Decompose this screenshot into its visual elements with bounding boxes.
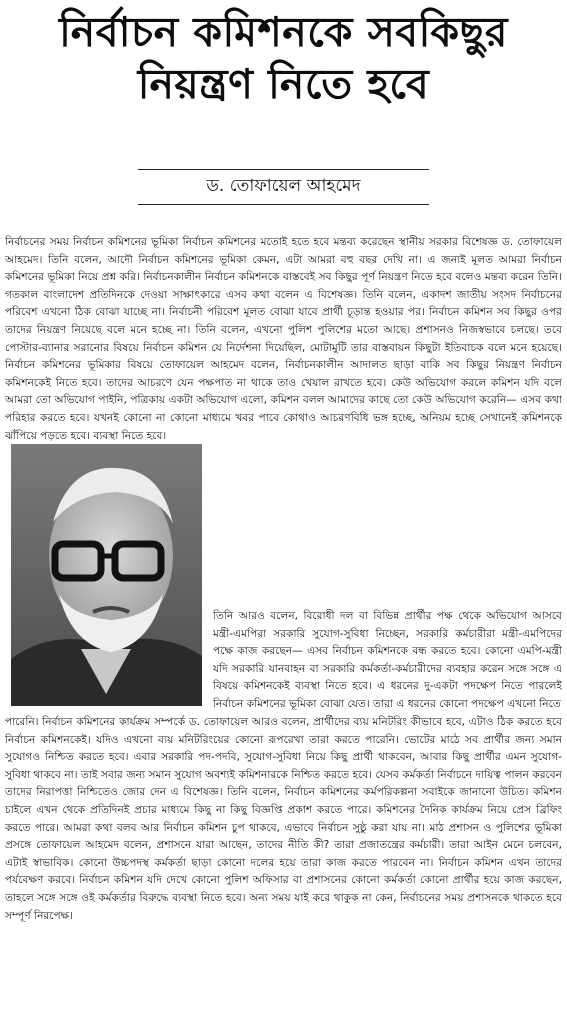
headline-line-2: নিয়ন্ত্রণ নিতে হবে — [137, 60, 430, 108]
headline-line-1: নির্বাচন কমিশনকে সবকিছুর — [59, 8, 508, 56]
byline: ড. তোফায়েল আহমেদ — [206, 176, 361, 196]
article-paragraph-2-continued: পারেনি। নির্বাচন কমিশনের কার্যক্রম সম্পর্কে ড. তোফায়েল আরও বলেন, প্রার্থীদের ব্যয় মনিটরিং কীভাবে হবে, এটাও ঠিক করতে হবে নির্বাচন কমিশনকেই। যদিও এখনো ব্যয় মনিটরিংয়ের কোনো রূপরেখা তারা করতে পারেনি। ভোটের মাঠে সব প্রার্থীর জন্য সমান সুযোগও নিশ্চিত করতে হবে। এবার সরকারি পদ-পদবি, সুযোগ-সুবিধা নিয়ে কিছু প্রার্থী থাকবেন, আবার কিছু প্রার্থীর এমন সুযোগ-সুবিধা থাকবে না। তাই সবার জন্য সমান সুযোগ অবশ্যই কমিশনারকে নিশ্চিত করতে হবে। যেসব কর্মকর্তা নির্বাচনে দায়িত্ব পালন করবেন তাদের নিরাপত্তা নিশ্চিতেও জোর দেন এ বিশেষজ্ঞ। তিনি বলেন, নির্বাচন কমিশনের কর্মপরিকল্পনা সবাইকে জানানো উচিত। কমিশন চাইলে এখন থেকে প্রতিদিনই প্রচার মাধ্যমে কিছু না কিছু বিজ্ঞপ্তি প্রকাশ করতে পারে। কমিশনের দৈনিক কার্যক্রম নিয়ে প্রেস ব্রিফিং করতে পারে। আমরা কথা বলব আর নির্বাচন কমিশন চুপ থাকবে, এভাবে নির্বাচন সুষ্ঠু করা যায় না। মাঠ প্রশাসন ও পুলিশের ভূমিকা প্রসঙ্গে তোফায়েল আহমেদ বলেন, প্রশাসনে যারা আছেন, তাদের নীতি কী? তারা প্রজাতন্ত্রের কর্মচারী। তারা আইন মেনে চলবেন, এটাই স্বাভাবিক। কোনো উচ্চপদস্থ কর্মকর্তা ছাড়া কোনো দলের হয়ে তারা কাজ করতে পারবেন না। নির্বাচন কমিশন এখন তাদের পর্যবেক্ষণ করবে। নির্বাচন কমিশন যদি দেখে কোনো পুলিশ অফিসার বা প্রশাসনের কোনো কর্মকর্তা কোনো প্রার্থীর হয়ে কাজ করছেন, তাহলে সঙ্গে সঙ্গে ওই কর্মকর্তার বিরুদ্ধে ব্যবস্থা নিতে হবে। অন্য সময় যাই করে থাকুক না কেন, নির্বাচনের সময় প্রশাসনকে থাকতে হবে সম্পূর্ণ নিরপেক্ষ। — [5, 716, 562, 922]
article-paragraph-1: নির্বাচনের সময় নির্বাচন কমিশনের ভূমিকা নির্বাচন কমিশনের মতোই হতে হবে মন্তব্য করেছেন স্থানীয় সরকার বিশেষজ্ঞ ড. তোফায়েল আহমেদ। তিনি বলেন, আদৌ নির্বাচন কমিশনের ভূমিকা কেমন, এটা আমরা বহু বছর দেখি না। এ জন্যই মূলত আমরা নির্বাচন কমিশনের ভূমিকা নিয়ে প্রশ্ন করি। নির্বাচনকালীন নির্বাচন কমিশনকে বাস্তবেই সব কিছুর পূর্ণ নিয়ন্ত্রণ নিতে হবে বলেও মন্তব্য করেন তিনি। গতকাল বাংলাদেশ প্রতিদিনকে দেওয়া সাক্ষাৎকারে এসব কথা বলেন এ বিশেষজ্ঞ। তিনি বলেন, একাদশ জাতীয় সংসদ নির্বাচনের পরিবেশ এখনো ঠিক বোঝা যাচ্ছে না। নির্বাচনী পরিবেশ মূলত বোঝা যাবে প্রার্থী চূড়ান্ত হওয়ার পর। নির্বাচন কমিশন সব কিছুর ওপর তাদের নিয়ন্ত্রণ নিয়েছে বলে মনে হচ্ছে না। তিনি বলেন, এখনো পুলিশ পুলিশের মতো আছে। প্রশাসনও নিজস্বভাবে চলছে। তবে পোস্টার-ব্যানার সরানোর বিষয়ে নির্বাচন কমিশন যে নির্দেশনা দিয়েছিল, মোটামুটি তার বাস্তবায়ন কিছুটা ইতিবাচক বলে মনে হয়েছে। নির্বাচন কমিশনের ভূমিকার বিষয়ে তোফায়েল আহমেদ বলেন, নির্বাচনকালীন আদালত ছাড়া বাকি সব কিছুর নিয়ন্ত্রণ নির্বাচন কমিশনকেই নিতে হবে। তাদের আচরণে যেন পক্ষপাত না থাকে তাও খেয়াল রাখতে হবে। কেউ অভিযোগ করলে কমিশন যদি বলে আমরা তো অভিযোগ পাইনি, পত্রিকায় একটা অভিযোগ এলো, কমিশন বলল আমাদের কাছে তো কেউ অভিযোগ করেনি— এসব কথা পরিহার করতে হবে। যখনই কোনো না কোনো মাধ্যমে খবর পাবে কোথাও আচরণবিধি ভঙ্গ হচ্ছে, অনিয়ম হচ্ছে সেখানেই কমিশনকে ঝাঁপিয়ে পড়তে হবে। ব্যবস্থা নিতে হবে। — [5, 236, 562, 442]
portrait-photo — [11, 444, 202, 706]
portrait-photo-icon — [11, 444, 202, 706]
headline — [0, 6, 567, 110]
article-paragraph-2: তিনি আরও বলেন, বিরোধী দল বা বিভিন্ন প্রার্থীর পক্ষ থেকে অভিযোগ আসবে মন্ত্রী-এমপিরা সরকারি সুযোগ-সুবিধা নিচ্ছেন, সরকারি কর্মচারীরা মন্ত্রী-এমপিদের পক্ষে কাজ করছেন— এসব নির্বাচন কমিশনকে বন্ধ করতে হবে। কোনো এমপি-মন্ত্রী যদি সরকারি যানবাহন বা সরকারি কর্মকর্তা-কর্মচারীদের ব্যবহার করেন সঙ্গে সঙ্গে এ বিষয়ে কমিশনকেই ব্যবস্থা নিতে হবে। এ ধরনের দু-একটা পদক্ষেপ নিতে পারলেই নির্বাচন কমিশনের ভূমিকা বোঝা যেত। তারা এ ধরনের কোনো পদক্ষেপ এখনো নিতে — [213, 610, 562, 710]
byline-top-rule — [138, 169, 429, 170]
byline-bottom-rule — [138, 204, 429, 205]
